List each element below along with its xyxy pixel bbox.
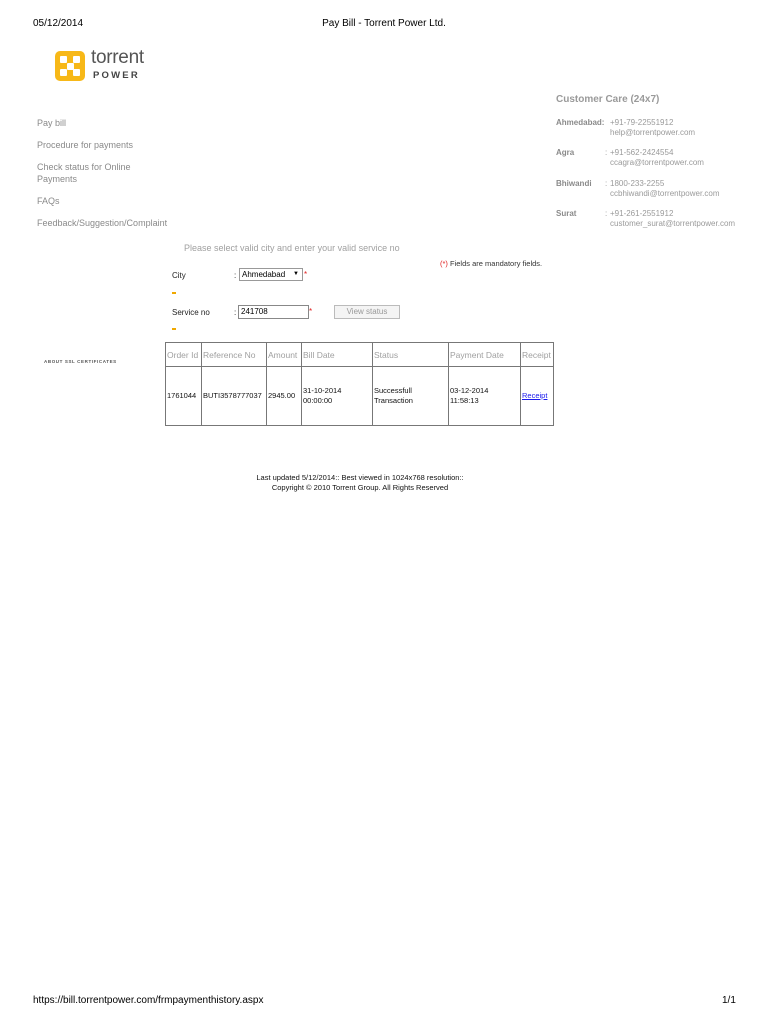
ssl-certificates-link[interactable]: ABOUT SSL CERTIFICATES	[44, 359, 117, 364]
cell-amount: 2945.00	[267, 367, 302, 426]
cell-order-id: 1761044	[166, 367, 202, 426]
cell-payment-date: 03-12-2014 11:58:13	[449, 367, 521, 426]
contact-colon: :	[605, 148, 608, 157]
nav-item-procedure[interactable]: Procedure for payments	[37, 140, 134, 150]
table-row	[166, 367, 554, 426]
service-no-label: Service no	[172, 308, 210, 317]
print-page-number: 1/1	[722, 995, 736, 1006]
contact-email[interactable]: ccagra@torrentpower.com	[610, 158, 704, 167]
chevron-down-icon: ▼	[293, 271, 299, 277]
mandatory-star: (*)	[440, 259, 448, 268]
logo-mark-icon	[55, 51, 85, 81]
receipt-link[interactable]: Receipt	[522, 391, 548, 400]
footer-copyright: Copyright © 2010 Torrent Group. All Rights Reserved	[271, 483, 449, 492]
service-no-colon: :	[234, 308, 237, 317]
nav-item-faqs[interactable]: FAQs	[37, 196, 60, 206]
cell-reference-no: BUTI3578777037	[202, 367, 267, 426]
contact-city: Agra	[556, 148, 575, 157]
column-header-status: Status	[373, 343, 449, 367]
customer-care-title: Customer Care (24x7)	[556, 94, 660, 105]
footer-last-updated: Last updated 5/12/2014:: Best viewed in 1024x768 resolution::	[256, 473, 464, 482]
city-select-value: Ahmedabad	[242, 270, 286, 279]
contact-phone: +91-562-2424554	[610, 148, 674, 157]
logo-word-torrent: torrent	[91, 47, 144, 68]
nav-item-pay-bill[interactable]: Pay bill	[37, 118, 67, 128]
logo-word-power: POWER	[93, 70, 140, 81]
payment-history-table	[165, 342, 554, 426]
nav-item-check-status[interactable]: Check status for Online Payments	[37, 162, 131, 184]
column-header-bill-date: Bill Date	[302, 343, 373, 367]
cell-receipt	[521, 367, 554, 426]
column-header-reference-no: Reference No	[202, 343, 267, 367]
table-header-row	[166, 343, 554, 367]
contact-email[interactable]: customer_surat@torrentpower.com	[610, 219, 736, 228]
cell-bill-date: 31-10-2014 00:00:00	[302, 367, 373, 426]
torrent-power-logo[interactable]	[55, 47, 155, 84]
contact-email[interactable]: ccbhiwandi@torrentpower.com	[610, 189, 720, 198]
contact-phone: +91-79-22551912	[610, 118, 674, 127]
form-instruction: Please select valid city and enter your valid service no	[184, 243, 400, 253]
column-header-amount: Amount	[267, 343, 302, 367]
column-header-receipt: Receipt	[521, 343, 554, 367]
print-title: Pay Bill - Torrent Power Ltd.	[322, 18, 446, 29]
contact-colon: :	[605, 179, 608, 188]
city-colon: :	[234, 271, 237, 280]
city-select[interactable]	[239, 268, 303, 281]
service-required-mark: *	[309, 307, 313, 316]
service-no-input[interactable]: 241708	[238, 305, 309, 319]
mandatory-note	[440, 259, 542, 268]
page-footer	[0, 473, 720, 493]
contact-phone: +91-261-2551912	[610, 209, 674, 218]
cell-status: Successfull Transaction	[373, 367, 449, 426]
column-header-order-id: Order Id	[166, 343, 202, 367]
print-date: 05/12/2014	[33, 18, 84, 29]
contact-city: Bhiwandi	[556, 179, 592, 188]
contact-email[interactable]: help@torrentpower.com	[610, 128, 696, 137]
city-validator-marker	[172, 292, 176, 294]
mandatory-text: Fields are mandatory fields.	[447, 259, 543, 268]
contact-phone: 1800-233-2255	[610, 179, 665, 188]
contact-colon: :	[605, 209, 608, 218]
city-required-mark: *	[304, 270, 308, 279]
contact-city: Ahmedabad:	[556, 118, 605, 127]
view-status-button[interactable]: View status	[334, 305, 400, 319]
city-label: City	[172, 271, 186, 280]
service-validator-marker	[172, 328, 176, 330]
nav-item-feedback[interactable]: Feedback/Suggestion/Complaint	[37, 218, 168, 228]
print-url: https://bill.torrentpower.com/frmpaymenthistory.aspx	[33, 995, 264, 1006]
contact-city: Surat	[556, 209, 577, 218]
column-header-payment-date: Payment Date	[449, 343, 521, 367]
